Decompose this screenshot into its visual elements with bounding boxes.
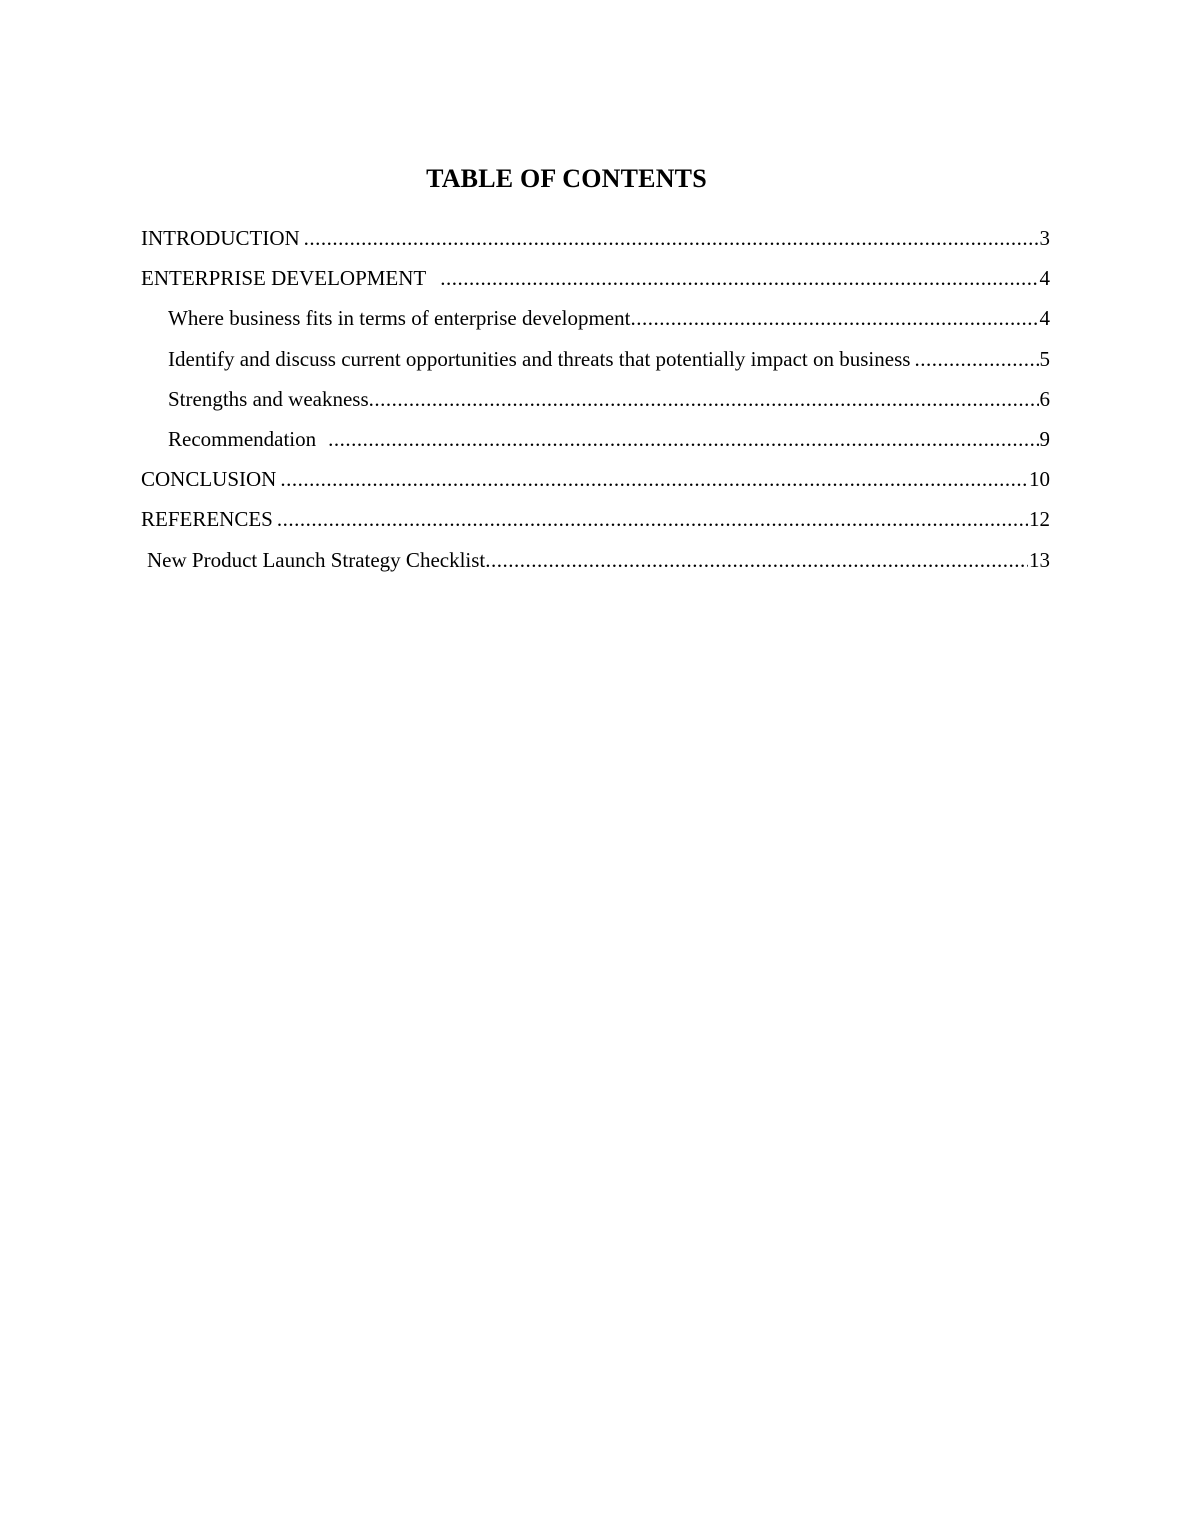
toc-page-number: 4 xyxy=(1039,306,1050,331)
toc-page-number: 9 xyxy=(1039,426,1050,451)
toc-entry-label: REFERENCES xyxy=(141,507,273,532)
toc-entry-label: Where business fits in terms of enterprise development xyxy=(168,306,631,331)
toc-entry-label: New Product Launch Strategy Checklist xyxy=(147,547,486,572)
toc-leader-dots xyxy=(369,383,1039,415)
toc-entry-label: CONCLUSION xyxy=(141,467,277,492)
toc-leader-dots xyxy=(914,343,1038,375)
toc-entry-product-launch-checklist[interactable] xyxy=(141,544,1050,584)
toc-page-number: 10 xyxy=(1029,467,1050,492)
toc-entry-label: Identify and discuss current opportunities and threats that potentially impact on business xyxy=(168,346,911,371)
toc-page-number: 5 xyxy=(1039,346,1050,371)
toc-leader-dots xyxy=(630,302,1038,334)
toc-entry-label: ENTERPRISE DEVELOPMENT xyxy=(141,266,427,291)
toc-entry-label: INTRODUCTION xyxy=(141,226,300,250)
toc-entry-label: Recommendation xyxy=(168,426,317,451)
toc-leader-dots xyxy=(485,544,1028,576)
toc-entry-strengths-weakness[interactable] xyxy=(141,383,1050,423)
toc-list xyxy=(141,222,1050,584)
toc-page-number: 4 xyxy=(1039,266,1050,291)
toc-entry-introduction[interactable] xyxy=(141,222,1050,262)
toc-page-number: 12 xyxy=(1029,507,1050,532)
toc-entry-where-business-fits[interactable] xyxy=(141,302,1050,342)
toc-entry-conclusion[interactable] xyxy=(141,463,1050,503)
toc-leader-dots xyxy=(328,423,1038,455)
toc-entry-opportunities-threats[interactable] xyxy=(141,343,1050,383)
toc-entry-references[interactable] xyxy=(141,503,1050,543)
toc-title: TABLE OF CONTENTS xyxy=(426,164,707,193)
toc-leader-dots xyxy=(280,463,1028,495)
toc-leader-dots xyxy=(304,222,1039,254)
toc-page-number: 3 xyxy=(1039,226,1050,250)
toc-page-number: 6 xyxy=(1039,386,1050,411)
toc-entry-enterprise-development[interactable] xyxy=(141,262,1050,302)
toc-entry-recommendation[interactable] xyxy=(141,423,1050,463)
toc-leader-dots xyxy=(440,262,1038,294)
toc-entry-label: Strengths and weakness xyxy=(168,386,369,411)
toc-page-number: 13 xyxy=(1029,547,1050,572)
toc-leader-dots xyxy=(277,503,1028,535)
